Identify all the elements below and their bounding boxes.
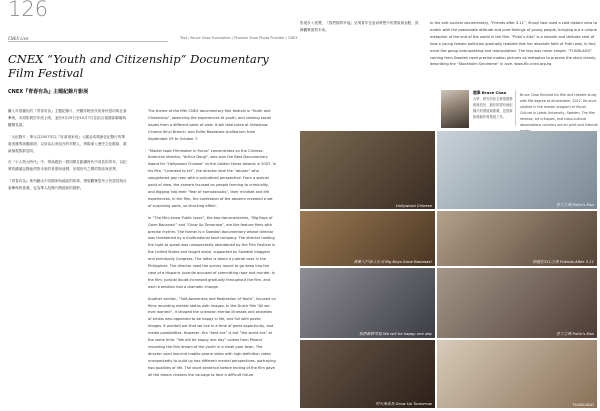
paragraph: “Master topic Filmmaker in Focus” concentrates on the Chinese-American director, “Arthur Dong”, who won the Best Documentary Award for “Hollywood Chinese” at the Golden Horse Awards in 2007. In his film, “Licensed to kill”, the director shot the “abuser” who slaughtered gay men with a prejudiced perspective. From a special point of view, the camera focused on people forming to criminality, and digging into their “fear of homosexuals”, their mindset and life experiences. In the film, the confession of the abusers revealed a set of surprising parts, so shocking effect.	[148, 148, 276, 208]
section-label: CNEX Live	[8, 36, 29, 41]
photo-caption: 普丁之吻 Putin’s Kiss	[556, 202, 594, 207]
author-bio-english: Bruce Chao finished his film and theatre study with MA degree at Amsterdam, 2012. He once studied in the master program of Visual Culture in Leeds University, Sweden. The film reviews, art critiques, and cross-cultural observations columns are on print and internet	[520, 93, 598, 127]
header-rule	[8, 41, 168, 42]
photo-tussilago	[437, 340, 597, 408]
photo-bananas	[300, 211, 435, 266]
article-subtitle: CNEX『青春有為』主題紀錄片影展	[8, 89, 89, 95]
photo-caption: 我們都將幸福 We will be happy one day	[359, 331, 432, 336]
paragraph: 影展步入尾聲，『我們都將幸福』呈現青年在追尋夢想中的勇氣與盲點，鼓舞觀眾面對未來。	[300, 21, 419, 32]
credits-line: Text / Bruce Chao Translation / Phoenix Shao Photo Provider / CNEX	[180, 36, 298, 40]
photo-caption: Hollywood Chinese	[395, 203, 432, 208]
photo-grow-up	[300, 340, 435, 408]
author-name: 趙寧 Bruce Chao	[473, 90, 507, 95]
chinese-continuation-column	[300, 20, 420, 38]
photo-friends-after	[437, 211, 597, 266]
article-title: CNEX “Youth and Citizenship” Documentary Film Festival	[8, 52, 269, 80]
page-number: 126	[8, 0, 49, 21]
photo-caption: 香蕉大戶訴大公司 Big Boys Gone Bananas!	[353, 259, 432, 264]
paragraph: 「大紀錄片」單元以2007年以『好萊塢家庭』入圍金馬獎最佳紀錄片的華裔美籍導演羅維明，以身為由美返台的年輕人，實際深入歷史文化脈絡，重新檢視族群認同。	[8, 134, 127, 153]
bio-divider	[515, 90, 516, 126]
photo-caption: 明天後成長 Grow Up Tomorrow	[375, 401, 432, 406]
photo-caption: TUSSILAGO	[572, 402, 594, 407]
chinese-column	[8, 108, 128, 408]
english-column	[148, 108, 276, 408]
paragraph: The theme of the fifth CNEX documentary film festival is “Youth and Citizenship”, observing the experiences of youth, and viewing social issues from a different point of view. It will take place at Viewshow Cinema Xinyi Branch, and Eslite Bookstore Auditorium from September 29 to October 7.	[148, 109, 272, 141]
paragraph: 在『小人物大時代』中，導演跟拍一群同樣在動盪時代中成長的青年，以紀實的鏡頭記錄他們對未來的希望與迷惘，呈現世代之間的對話與差異。	[8, 160, 127, 172]
photo-caption: 相遇在311之後 Friends After 3.11	[532, 259, 594, 264]
author-bio-chinese: 大學、研究所皆主修視覺藝術與設計，最好的望有助紀錄片的發展與推廣，並從事影像創作與策展工作。	[473, 97, 513, 119]
paragraph: Another section, “Self-Awareness and Realization of Youth”, focused on films recording mental status with images. In the Dutch film “All we ever wanted”, it showed the unknown mental illnesses and anxieties of artists who appeared to be happy in life, and full with poetic images. It pointed out that we live in a time of great opportunity, and media possibilities. However, the “best era” is but “the worst era” at the same time. “We will be happy one day” comes from Poland recording the film dream of the youth in a small poor town. The director used low-end mobile phone video with high-definition video unexpectedly to build up two different mental perspectives, portraying two qualities of life. The short sentence before ending of the film gave all the dream chasers the courage to face a difficult future.	[148, 296, 276, 377]
author-photo	[441, 90, 469, 128]
photo-hollywood-chinese	[300, 131, 435, 209]
paragraph: In “The Mini-know Public Issue”, the two documentaries, “Big Boys of Gone Bananas!” and “Grow Up Tomorrow”, are like feature films with precise rhythm. The former is a Swedish documentary whose director was threatened by a multinational food company. The director holding the right to speak was unexpectedly abandoned by the Film Festival in the United States and fought alone, supported by Swedish bloggers and eventually Congress. The latter is about a judicial case in the Philippines. The director used the survey report to go deep into the case of a Hispanic juvenile accused of committing rape and murder. In the film, judicial doubt increased gradually throughout the film, and each transition had a dramatic change.	[148, 215, 276, 289]
photo-putins-kiss-top	[437, 131, 597, 209]
photo-caption: 普丁之吻 Putin’s Kiss	[556, 331, 594, 336]
paragraph: In the anti-nuclear documentary, “Friends after 3.11”, Shunji Iwai used a cold distant view to match with the passionate attitude and pure feelings of young people, bringing out a unique metaphor of the end of the world in the film. “Putin’s Kiss” is a smooth and delicate shot of how a young female politician gradually realized that her absolute faith of Putin was, in fact, more like group brainwashing and manipulation. The kiss was never simple. “TUSSILAGO” coming from Sweden used precise motion pictures as metaphor to process the story clearly, describing the “Stockholm Syndrome” in love. www.flic.cnex.org.tw	[430, 21, 598, 67]
photo-putins-kiss	[437, 268, 597, 338]
paragraph: 『青春有為』系列藉由不同國家與地區的故事，帶領觀眾思考公民認同與社會參與的意義，也為華人紀錄片開啟新的視野。	[8, 179, 127, 191]
photo-happy-one-day	[300, 268, 435, 338]
english-continuation-column	[430, 20, 598, 67]
paragraph: 繼入年度播出的『青春有為』主題紀錄片，突顯年輕世代的身份認同與社會參與，本屆影展於年底上映，並於9月29日至10月7日在結合視總部劇場與觀眾見面。	[8, 109, 127, 127]
